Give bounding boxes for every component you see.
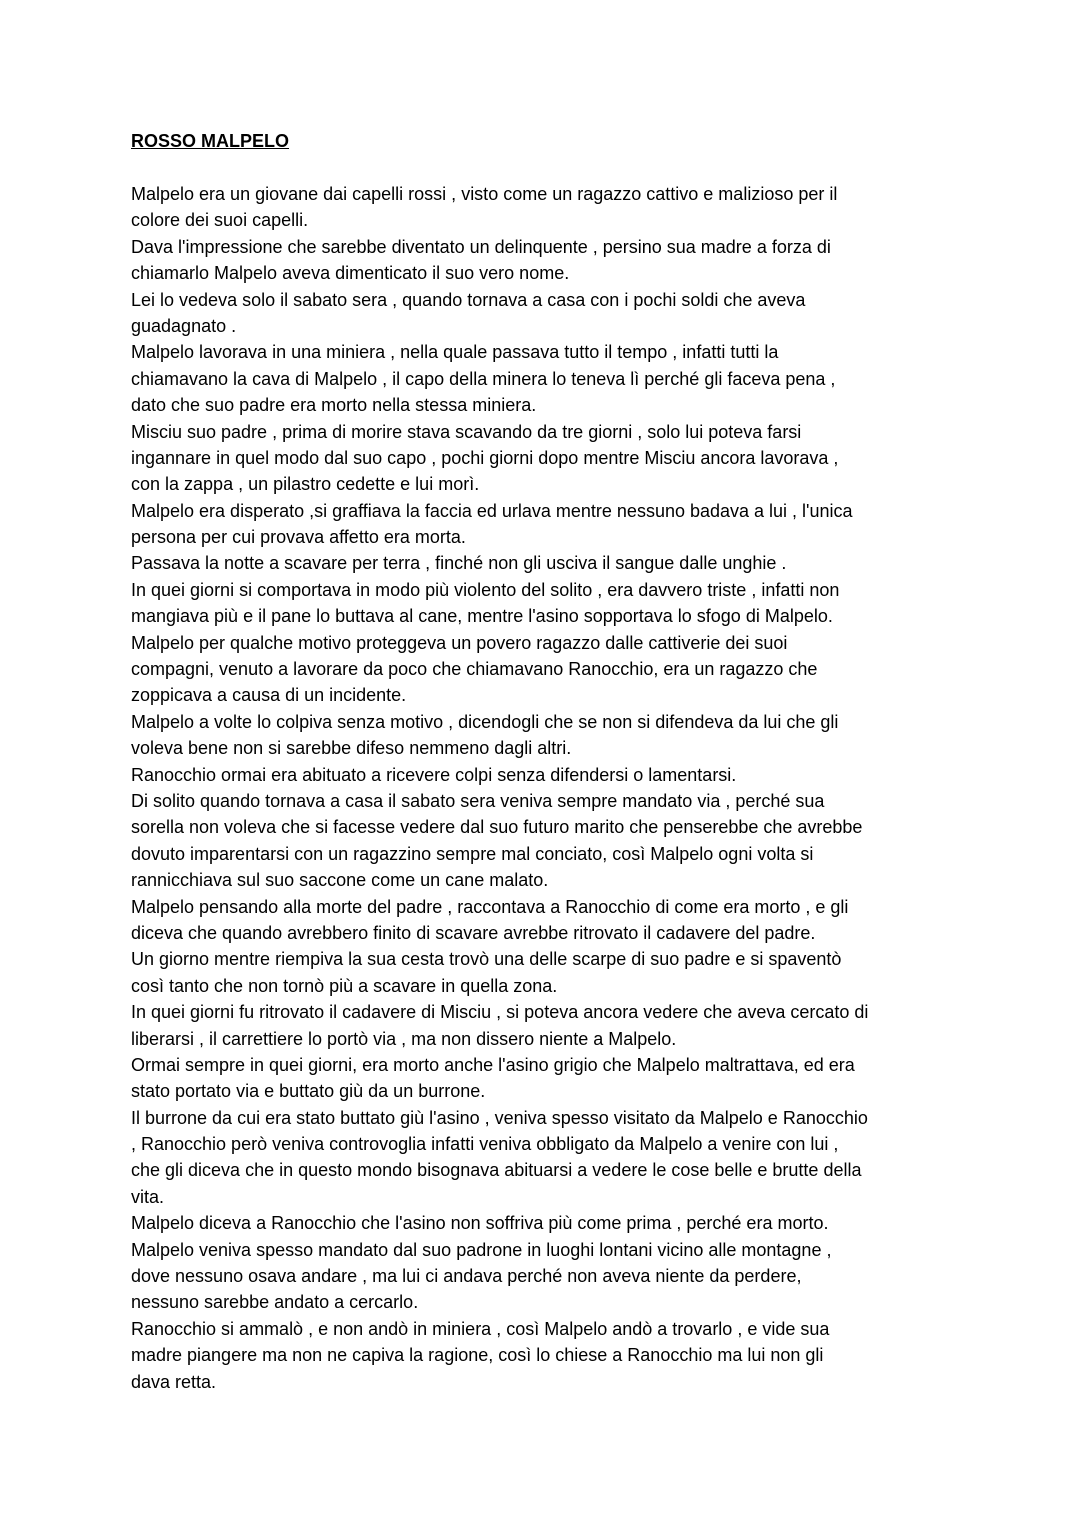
- text-line: sorella non voleva che si facesse vedere dal suo futuro marito che penserebbe che avrebbe: [131, 817, 863, 838]
- text-line: Passava la notte a scavare per terra , finché non gli usciva il sangue dalle unghie .: [131, 553, 787, 574]
- document-title: ROSSO MALPELO: [131, 131, 290, 151]
- text-line: In quei giorni fu ritrovato il cadavere di Misciu , si poteva ancora vedere che aveva cercato di: [131, 1002, 869, 1023]
- text-line: Di solito quando tornava a casa il sabato sera veniva sempre mandato via , perché sua: [131, 790, 825, 811]
- text-line: In quei giorni si comportava in modo più violento del solito , era davvero triste , infatti non: [131, 579, 840, 600]
- text-line: persona per cui provava affetto era morta.: [131, 527, 466, 548]
- text-line: Malpelo per qualche motivo proteggeva un povero ragazzo dalle cattiverie dei suoi: [131, 632, 788, 653]
- text-line: Malpelo veniva spesso mandato dal suo padrone in luoghi lontani vicino alle montagne ,: [131, 1239, 832, 1260]
- text-line: zoppicava a causa di un incidente.: [131, 685, 407, 706]
- text-line: Ranocchio ormai era abituato a ricevere colpi senza difendersi o lamentarsi.: [131, 764, 737, 785]
- text-line: nessuno sarebbe andato a cercarlo.: [131, 1292, 419, 1313]
- text-line: Il burrone da cui era stato buttato giù l'asino , veniva spesso visitato da Malpelo e Ranocchio: [131, 1107, 868, 1128]
- text-line: chiamarlo Malpelo aveva dimenticato il suo vero nome.: [131, 263, 570, 284]
- text-line: Malpelo diceva a Ranocchio che l'asino non soffriva più come prima , perché era morto.: [131, 1213, 829, 1234]
- text-line: liberarsi , il carrettiere lo portò via , ma non dissero niente a Malpelo.: [131, 1028, 677, 1049]
- document-body: [131, 181, 961, 1395]
- text-line: Malpelo pensando alla morte del padre , raccontava a Ranocchio di come era morto , e gli: [131, 896, 849, 917]
- text-line: vita.: [131, 1186, 165, 1207]
- text-line: Ormai sempre in quei giorni, era morto anche l'asino grigio che Malpelo maltrattava, ed era: [131, 1054, 855, 1075]
- text-line: dove nessuno osava andare , ma lui ci andava perché non aveva niente da perdere,: [131, 1266, 802, 1287]
- text-line: colore dei suoi capelli.: [131, 210, 309, 231]
- text-line: Malpelo lavorava in una miniera , nella quale passava tutto il tempo , infatti tutti la: [131, 342, 779, 363]
- text-line: Misciu suo padre , prima di morire stava scavando da tre giorni , solo lui poteva farsi: [131, 421, 802, 442]
- text-line: mangiava più e il pane lo buttava al cane, mentre l'asino sopportava lo sfogo di Malpelo.: [131, 606, 833, 627]
- text-line: ingannare in quel modo dal suo capo , pochi giorni dopo mentre Misciu ancora lavorava ,: [131, 447, 839, 468]
- text-line: dava retta.: [131, 1371, 217, 1392]
- text-line: chiamavano la cava di Malpelo , il capo della minera lo teneva lì perché gli faceva pena ,: [131, 368, 836, 389]
- text-line: così tanto che non tornò più a scavare in quella zona.: [131, 975, 558, 996]
- text-line: Malpelo era un giovane dai capelli rossi , visto come un ragazzo cattivo e malizioso per il: [131, 184, 838, 204]
- text-line: dovuto imparentarsi con un ragazzino sempre mal conciato, così Malpelo ogni volta si: [131, 843, 814, 864]
- text-line: Malpelo era disperato ,si graffiava la faccia ed urlava mentre nessuno badava a lui , l'unica: [131, 500, 853, 521]
- text-line: voleva bene non si sarebbe difeso nemmeno dagli altri.: [131, 738, 572, 759]
- text-line: che gli diceva che in questo mondo bisognava abituarsi a vedere le cose belle e brutte della: [131, 1160, 862, 1181]
- text-line: con la zappa , un pilastro cedette e lui morì.: [131, 474, 480, 495]
- text-line: compagni, venuto a lavorare da poco che chiamavano Ranocchio, era un ragazzo che: [131, 659, 818, 680]
- text-line: , Ranocchio però veniva controvoglia infatti veniva obbligato da Malpelo a venire con lui ,: [131, 1134, 839, 1155]
- text-line: rannicchiava sul suo saccone come un cane malato.: [131, 870, 549, 891]
- text-line: dato che suo padre era morto nella stessa miniera.: [131, 395, 537, 416]
- text-line: Malpelo a volte lo colpiva senza motivo , dicendogli che se non si difendeva da lui che gli: [131, 711, 839, 732]
- text-line: diceva che quando avrebbero finito di scavare avrebbe ritrovato il cadavere del padre.: [131, 922, 816, 943]
- text-line: madre piangere ma non ne capiva la ragione, così lo chiese a Ranocchio ma lui non gli: [131, 1345, 824, 1366]
- text-line: Lei lo vedeva solo il sabato sera , quando tornava a casa con i pochi soldi che aveva: [131, 289, 806, 310]
- text-line: Dava l'impressione che sarebbe diventato un delinquente , persino sua madre a forza di: [131, 236, 831, 257]
- text-line: guadagnato .: [131, 315, 237, 336]
- text-line: Ranocchio si ammalò , e non andò in miniera , così Malpelo andò a trovarlo , e vide sua: [131, 1318, 830, 1339]
- document-page: [131, 128, 961, 1395]
- text-line: stato portato via e buttato giù da un burrone.: [131, 1081, 486, 1102]
- text-line: Un giorno mentre riempiva la sua cesta trovò una delle scarpe di suo padre e si spaventò: [131, 949, 842, 970]
